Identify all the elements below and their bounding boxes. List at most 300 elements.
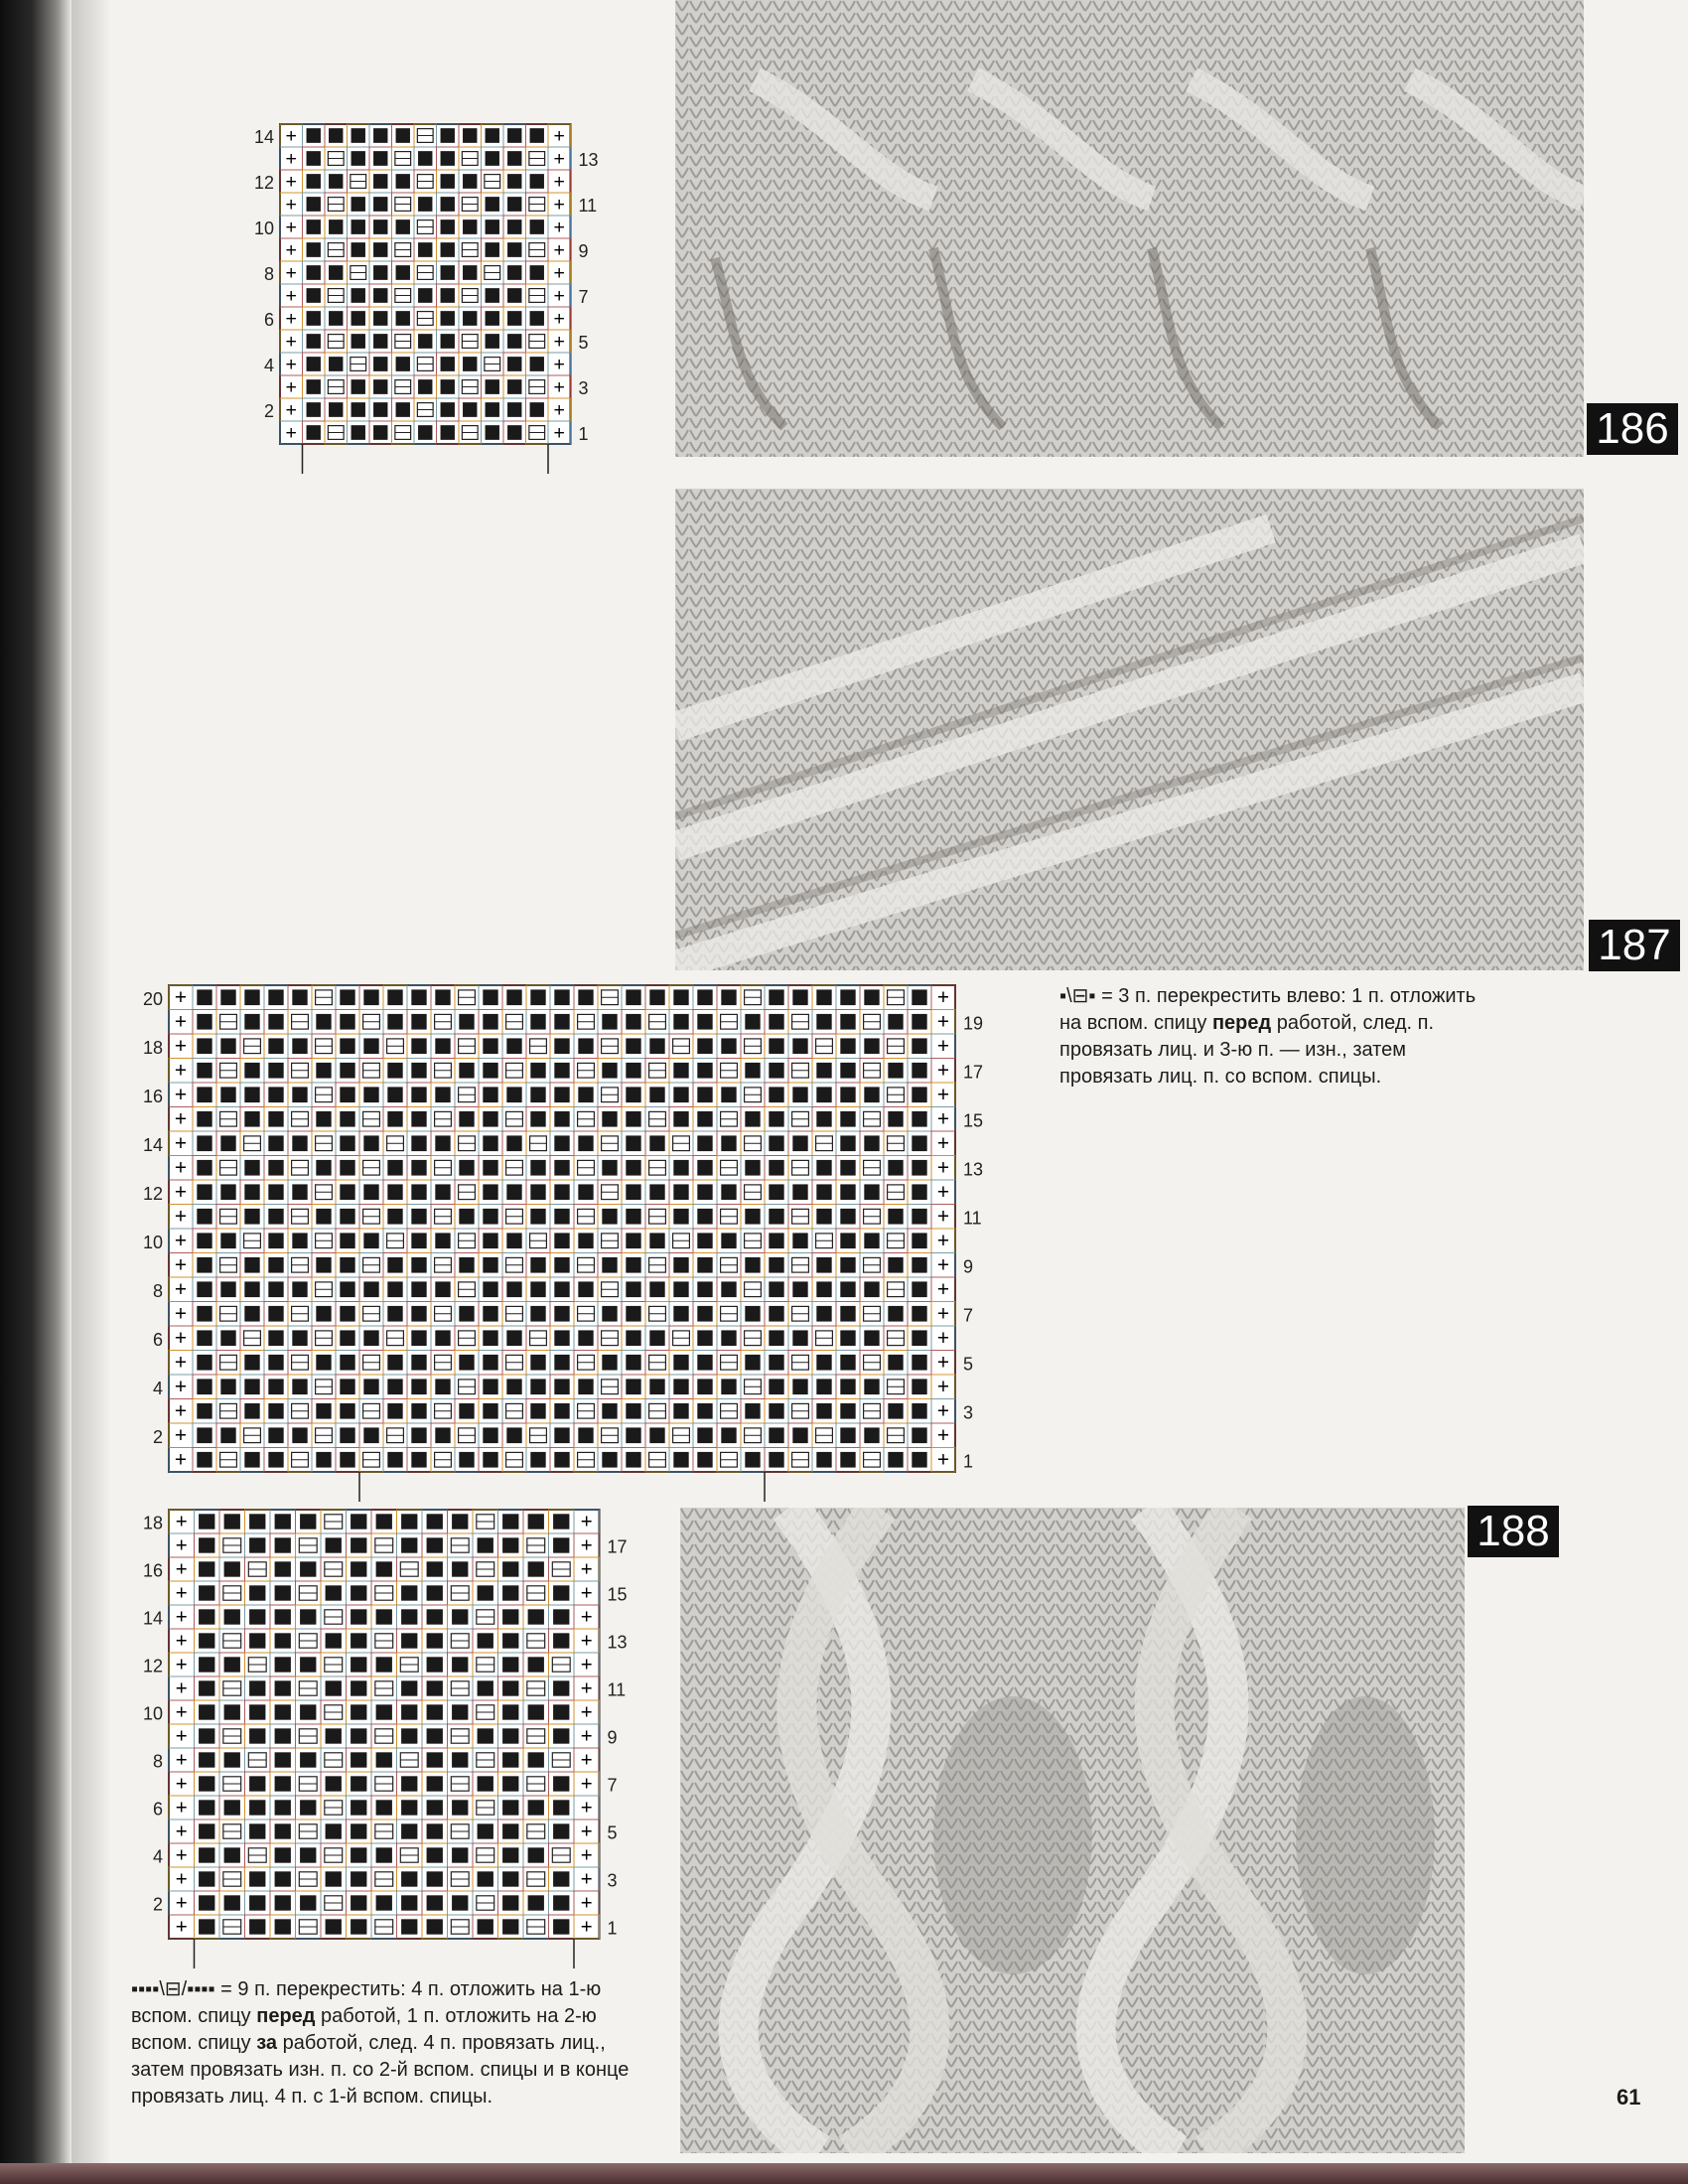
purl-stitch-symbol xyxy=(697,1087,712,1102)
purl-stitch-symbol xyxy=(912,1452,926,1468)
edge-stitch-symbol: + xyxy=(936,1205,950,1229)
purl-stitch-symbol xyxy=(329,174,343,189)
purl-stitch-symbol xyxy=(351,1633,366,1648)
legend-text-188b: работой, 1 п. отложить на 2-ю вспом. спицу xyxy=(131,2005,597,2054)
purl-stitch-symbol xyxy=(649,1427,664,1443)
purl-stitch-symbol xyxy=(435,1087,450,1102)
purl-stitch-symbol xyxy=(427,1847,443,1862)
purl-stitch-symbol xyxy=(502,1704,518,1719)
purl-stitch-symbol xyxy=(220,1330,235,1346)
purl-stitch-symbol xyxy=(745,1111,760,1127)
purl-stitch-symbol xyxy=(249,1585,265,1600)
knit-texture-187 xyxy=(675,489,1584,970)
purl-stitch-symbol xyxy=(769,1184,783,1200)
purl-stitch-symbol xyxy=(483,1087,497,1102)
purl-stitch-symbol xyxy=(316,1063,331,1079)
purl-stitch-symbol xyxy=(483,1111,497,1127)
purl-stitch-symbol xyxy=(199,1537,214,1552)
purl-stitch-symbol xyxy=(888,1160,903,1176)
row-label-left: 4 xyxy=(263,355,274,375)
purl-stitch-symbol xyxy=(411,1452,426,1468)
purl-stitch-symbol xyxy=(864,1427,879,1443)
purl-stitch-symbol xyxy=(483,1379,497,1394)
purl-stitch-symbol xyxy=(352,219,365,234)
purl-stitch-symbol xyxy=(340,989,354,1005)
purl-stitch-symbol xyxy=(840,1379,855,1394)
purl-stitch-symbol xyxy=(275,1537,291,1552)
edge-stitch-symbol: + xyxy=(175,1749,188,1772)
purl-stitch-symbol xyxy=(373,425,387,440)
edge-stitch-symbol: + xyxy=(175,1534,188,1557)
purl-stitch-symbol xyxy=(351,1537,366,1552)
edge-stitch-symbol: + xyxy=(936,1399,950,1423)
edge-stitch-symbol: + xyxy=(936,1181,950,1205)
purl-stitch-symbol xyxy=(411,1257,426,1273)
purl-stitch-symbol xyxy=(326,1728,342,1743)
edge-stitch-symbol: + xyxy=(936,1010,950,1034)
edge-stitch-symbol: + xyxy=(174,1424,188,1448)
purl-stitch-symbol xyxy=(441,379,455,394)
purl-stitch-symbol xyxy=(401,1871,417,1886)
purl-stitch-symbol xyxy=(387,1184,402,1200)
purl-stitch-symbol xyxy=(199,1657,214,1672)
edge-stitch-symbol: + xyxy=(285,193,297,216)
purl-stitch-symbol xyxy=(483,1135,497,1151)
edge-stitch-symbol: + xyxy=(936,1253,950,1277)
edge-stitch-symbol: + xyxy=(553,261,565,284)
purl-stitch-symbol xyxy=(244,1355,259,1371)
purl-stitch-symbol xyxy=(268,1014,283,1030)
purl-stitch-symbol xyxy=(912,1111,926,1127)
edge-stitch-symbol: + xyxy=(174,1302,188,1326)
edge-stitch-symbol: + xyxy=(580,1606,593,1629)
purl-stitch-symbol xyxy=(326,1919,342,1934)
purl-stitch-symbol xyxy=(459,1306,474,1322)
edge-stitch-symbol: + xyxy=(285,124,297,147)
edge-stitch-symbol: + xyxy=(175,1725,188,1748)
purl-stitch-symbol xyxy=(486,242,499,257)
purl-stitch-symbol xyxy=(268,989,283,1005)
purl-stitch-symbol xyxy=(792,1379,807,1394)
purl-stitch-symbol xyxy=(697,1281,712,1297)
purl-stitch-symbol xyxy=(530,402,544,417)
purl-stitch-symbol xyxy=(352,311,365,326)
purl-stitch-symbol xyxy=(307,174,321,189)
purl-stitch-symbol xyxy=(673,1209,688,1225)
purl-stitch-symbol xyxy=(502,1871,518,1886)
purl-stitch-symbol xyxy=(351,1847,366,1862)
purl-stitch-symbol xyxy=(554,1403,569,1419)
purl-stitch-symbol xyxy=(387,1111,402,1127)
purl-stitch-symbol xyxy=(502,1919,518,1934)
purl-stitch-symbol xyxy=(602,1257,617,1273)
legend-bold-188b: за xyxy=(256,2032,278,2054)
purl-stitch-symbol xyxy=(307,288,321,303)
row-label-right: 13 xyxy=(963,1159,984,1180)
purl-stitch-symbol xyxy=(249,1728,265,1743)
edge-stitch-symbol: + xyxy=(936,1448,950,1472)
purl-stitch-symbol xyxy=(352,128,365,143)
purl-stitch-symbol xyxy=(401,1776,417,1791)
purl-stitch-symbol xyxy=(411,1184,426,1200)
purl-stitch-symbol xyxy=(249,1895,265,1910)
purl-stitch-symbol xyxy=(441,265,455,280)
row-label-left: 8 xyxy=(263,263,274,284)
purl-stitch-symbol xyxy=(329,357,343,371)
purl-stitch-symbol xyxy=(626,1355,640,1371)
purl-stitch-symbol xyxy=(553,1537,569,1552)
purl-stitch-symbol xyxy=(502,1752,518,1767)
purl-stitch-symbol xyxy=(530,1379,545,1394)
edge-stitch-symbol: + xyxy=(174,1278,188,1302)
purl-stitch-symbol xyxy=(649,989,664,1005)
purl-stitch-symbol xyxy=(816,1209,831,1225)
purl-stitch-symbol xyxy=(352,288,365,303)
row-label-left: 12 xyxy=(142,1184,163,1205)
chart-186 xyxy=(248,124,626,477)
purl-stitch-symbol xyxy=(316,1111,331,1127)
purl-stitch-symbol xyxy=(553,1514,569,1529)
purl-stitch-symbol xyxy=(275,1847,291,1862)
row-label-right: 11 xyxy=(578,195,598,216)
purl-stitch-symbol xyxy=(373,311,387,326)
purl-stitch-symbol xyxy=(553,1776,569,1791)
purl-stitch-symbol xyxy=(769,1355,783,1371)
purl-stitch-symbol xyxy=(507,425,521,440)
purl-stitch-symbol xyxy=(459,1111,474,1127)
purl-stitch-symbol xyxy=(697,1257,712,1273)
purl-stitch-symbol xyxy=(275,1704,291,1719)
page-number: 61 xyxy=(1617,2085,1641,2110)
purl-stitch-symbol xyxy=(249,1776,265,1791)
purl-stitch-symbol xyxy=(649,1184,664,1200)
row-label-left: 8 xyxy=(152,1751,163,1772)
purl-stitch-symbol xyxy=(792,1087,807,1102)
purl-stitch-symbol xyxy=(816,1087,831,1102)
purl-stitch-symbol xyxy=(502,1847,518,1862)
purl-stitch-symbol xyxy=(418,379,432,394)
purl-stitch-symbol xyxy=(244,1160,259,1176)
purl-stitch-symbol xyxy=(352,197,365,212)
row-label-left: 6 xyxy=(152,1330,163,1351)
purl-stitch-symbol xyxy=(507,219,521,234)
purl-stitch-symbol xyxy=(411,1038,426,1054)
purl-stitch-symbol xyxy=(478,1585,493,1600)
purl-stitch-symbol xyxy=(483,1403,497,1419)
purl-stitch-symbol xyxy=(249,1633,265,1648)
purl-stitch-symbol xyxy=(441,288,455,303)
purl-stitch-symbol xyxy=(244,1281,259,1297)
purl-stitch-symbol xyxy=(387,1355,402,1371)
purl-stitch-symbol xyxy=(602,1111,617,1127)
purl-stitch-symbol xyxy=(396,311,410,326)
purl-stitch-symbol xyxy=(244,1014,259,1030)
purl-stitch-symbol xyxy=(427,1823,443,1838)
purl-stitch-symbol xyxy=(578,1427,593,1443)
edge-stitch-symbol: + xyxy=(580,1582,593,1605)
purl-stitch-symbol xyxy=(199,1704,214,1719)
purl-stitch-symbol xyxy=(840,1257,855,1273)
edge-stitch-symbol: + xyxy=(936,1035,950,1059)
purl-stitch-symbol xyxy=(340,1427,354,1443)
purl-stitch-symbol xyxy=(340,1355,354,1371)
purl-stitch-symbol xyxy=(888,1014,903,1030)
purl-stitch-symbol xyxy=(268,1427,283,1443)
purl-stitch-symbol xyxy=(673,1281,688,1297)
purl-stitch-symbol xyxy=(411,1014,426,1030)
purl-stitch-symbol xyxy=(197,1452,211,1468)
chart-188 xyxy=(139,1510,645,1947)
purl-stitch-symbol xyxy=(292,1135,307,1151)
purl-stitch-symbol xyxy=(401,1633,417,1648)
purl-stitch-symbol xyxy=(249,1704,265,1719)
purl-stitch-symbol xyxy=(197,1209,211,1225)
purl-stitch-symbol xyxy=(626,1184,640,1200)
edge-stitch-symbol: + xyxy=(175,1558,188,1581)
edge-stitch-symbol: + xyxy=(174,1107,188,1131)
purl-stitch-symbol xyxy=(300,1895,316,1910)
purl-stitch-symbol xyxy=(745,1209,760,1225)
purl-stitch-symbol xyxy=(528,1514,544,1529)
purl-stitch-symbol xyxy=(435,1330,450,1346)
row-label-right: 5 xyxy=(578,332,589,353)
purl-stitch-symbol xyxy=(840,1306,855,1322)
purl-stitch-symbol xyxy=(459,1403,474,1419)
purl-stitch-symbol xyxy=(816,1063,831,1079)
purl-stitch-symbol xyxy=(769,1427,783,1443)
purl-stitch-symbol xyxy=(507,151,521,166)
row-label-left: 16 xyxy=(142,1560,163,1581)
edge-stitch-symbol: + xyxy=(174,986,188,1010)
purl-stitch-symbol xyxy=(507,128,521,143)
purl-stitch-symbol xyxy=(373,379,387,394)
purl-stitch-symbol xyxy=(340,1160,354,1176)
purl-stitch-symbol xyxy=(459,1160,474,1176)
edge-stitch-symbol: + xyxy=(553,330,565,353)
purl-stitch-symbol xyxy=(452,1800,468,1815)
purl-stitch-symbol xyxy=(199,1847,214,1862)
purl-stitch-symbol xyxy=(792,989,807,1005)
purl-stitch-symbol xyxy=(351,1514,366,1529)
purl-stitch-symbol xyxy=(506,1233,521,1248)
purl-stitch-symbol xyxy=(602,1014,617,1030)
row-label-right: 17 xyxy=(963,1062,984,1083)
purl-stitch-symbol xyxy=(244,1257,259,1273)
purl-stitch-symbol xyxy=(721,1330,736,1346)
purl-stitch-symbol xyxy=(340,1135,354,1151)
purl-stitch-symbol xyxy=(463,402,477,417)
purl-stitch-symbol xyxy=(268,1111,283,1127)
purl-stitch-symbol xyxy=(554,1038,569,1054)
edge-stitch-symbol: + xyxy=(553,353,565,375)
purl-stitch-symbol xyxy=(244,1379,259,1394)
row-label-right: 9 xyxy=(607,1727,618,1748)
purl-stitch-symbol xyxy=(840,1403,855,1419)
purl-stitch-symbol xyxy=(528,1895,544,1910)
purl-stitch-symbol xyxy=(387,1306,402,1322)
purl-stitch-symbol xyxy=(292,989,307,1005)
purl-stitch-symbol xyxy=(554,1233,569,1248)
purl-stitch-symbol xyxy=(554,1160,569,1176)
purl-stitch-symbol xyxy=(530,1184,545,1200)
purl-stitch-symbol xyxy=(912,1379,926,1394)
purl-stitch-symbol xyxy=(441,174,455,189)
purl-stitch-symbol xyxy=(463,311,477,326)
purl-stitch-symbol xyxy=(697,1355,712,1371)
purl-stitch-symbol xyxy=(554,1014,569,1030)
purl-stitch-symbol xyxy=(745,1160,760,1176)
purl-stitch-symbol xyxy=(530,265,544,280)
purl-stitch-symbol xyxy=(483,1355,497,1371)
purl-stitch-symbol xyxy=(411,1233,426,1248)
purl-stitch-symbol xyxy=(486,128,499,143)
purl-stitch-symbol xyxy=(578,1330,593,1346)
purl-stitch-symbol xyxy=(478,1537,493,1552)
purl-stitch-symbol xyxy=(626,1427,640,1443)
purl-stitch-symbol xyxy=(224,1895,240,1910)
edge-stitch-symbol: + xyxy=(580,1654,593,1676)
purl-stitch-symbol xyxy=(578,1087,593,1102)
purl-stitch-symbol xyxy=(224,1657,240,1672)
purl-stitch-symbol xyxy=(363,1233,378,1248)
purl-stitch-symbol xyxy=(427,1609,443,1624)
purl-stitch-symbol xyxy=(307,128,321,143)
legend-text-188c: работой, след. 4 п. провязать лиц., затем провязать изн. п. со 2-й вспом. спицы и в конце провязать лиц. 4 п. с 1-й вспом. спицы. xyxy=(131,2032,630,2108)
purl-stitch-symbol xyxy=(553,1871,569,1886)
edge-stitch-symbol: + xyxy=(285,398,297,421)
edge-stitch-symbol: + xyxy=(175,1773,188,1796)
purl-stitch-symbol xyxy=(268,1257,283,1273)
purl-stitch-symbol xyxy=(249,1609,265,1624)
edge-stitch-symbol: + xyxy=(936,1424,950,1448)
purl-stitch-symbol xyxy=(268,1063,283,1079)
purl-stitch-symbol xyxy=(220,1427,235,1443)
purl-stitch-symbol xyxy=(530,1452,545,1468)
edge-stitch-symbol: + xyxy=(936,1278,950,1302)
purl-stitch-symbol xyxy=(376,1704,392,1719)
purl-stitch-symbol xyxy=(292,1038,307,1054)
purl-stitch-symbol xyxy=(244,1063,259,1079)
purl-stitch-symbol xyxy=(441,197,455,212)
purl-stitch-symbol xyxy=(268,1087,283,1102)
purl-stitch-symbol xyxy=(840,1135,855,1151)
purl-stitch-symbol xyxy=(199,1609,214,1624)
purl-stitch-symbol xyxy=(352,151,365,166)
purl-stitch-symbol xyxy=(554,1306,569,1322)
purl-stitch-symbol xyxy=(888,1355,903,1371)
chart-grid-svg xyxy=(248,124,650,484)
purl-stitch-symbol xyxy=(530,357,544,371)
purl-stitch-symbol xyxy=(300,1561,316,1576)
purl-stitch-symbol xyxy=(300,1800,316,1815)
edge-stitch-symbol: + xyxy=(175,1654,188,1676)
purl-stitch-symbol xyxy=(649,1038,664,1054)
row-label-right: 3 xyxy=(578,377,589,398)
purl-stitch-symbol xyxy=(387,1403,402,1419)
purl-stitch-symbol xyxy=(329,311,343,326)
purl-stitch-symbol xyxy=(340,1087,354,1102)
purl-stitch-symbol xyxy=(373,334,387,349)
row-label-left: 2 xyxy=(263,400,274,421)
purl-stitch-symbol xyxy=(435,1281,450,1297)
row-label-right: 13 xyxy=(607,1632,628,1653)
purl-stitch-symbol xyxy=(275,1585,291,1600)
purl-stitch-symbol xyxy=(530,311,544,326)
purl-stitch-symbol xyxy=(626,1111,640,1127)
purl-stitch-symbol xyxy=(199,1800,214,1815)
purl-stitch-symbol xyxy=(864,989,879,1005)
purl-stitch-symbol xyxy=(816,1257,831,1273)
purl-stitch-symbol xyxy=(602,1306,617,1322)
purl-stitch-symbol xyxy=(275,1561,291,1576)
purl-stitch-symbol xyxy=(300,1514,316,1529)
edge-stitch-symbol: + xyxy=(175,1582,188,1605)
badge-188: 188 xyxy=(1468,1506,1559,1557)
purl-stitch-symbol xyxy=(329,402,343,417)
purl-stitch-symbol xyxy=(673,1355,688,1371)
purl-stitch-symbol xyxy=(452,1847,468,1862)
purl-stitch-symbol xyxy=(351,1895,366,1910)
purl-stitch-symbol xyxy=(673,1184,688,1200)
purl-stitch-symbol xyxy=(626,1306,640,1322)
purl-stitch-symbol xyxy=(197,1184,211,1200)
purl-stitch-symbol xyxy=(351,1657,366,1672)
purl-stitch-symbol xyxy=(307,197,321,212)
purl-stitch-symbol xyxy=(530,1281,545,1297)
purl-stitch-symbol xyxy=(530,174,544,189)
purl-stitch-symbol xyxy=(506,1038,521,1054)
purl-stitch-symbol xyxy=(292,1330,307,1346)
photo-186 xyxy=(675,0,1584,457)
purl-stitch-symbol xyxy=(224,1847,240,1862)
purl-stitch-symbol xyxy=(578,1379,593,1394)
purl-stitch-symbol xyxy=(697,1427,712,1443)
purl-stitch-symbol xyxy=(307,151,321,166)
purl-stitch-symbol xyxy=(888,1063,903,1079)
purl-stitch-symbol xyxy=(411,1209,426,1225)
purl-stitch-symbol xyxy=(483,1427,497,1443)
purl-stitch-symbol xyxy=(478,1728,493,1743)
purl-stitch-symbol xyxy=(244,1184,259,1200)
purl-stitch-symbol xyxy=(483,1330,497,1346)
purl-stitch-symbol xyxy=(553,1680,569,1695)
purl-stitch-symbol xyxy=(553,1728,569,1743)
edge-stitch-symbol: + xyxy=(580,1677,593,1700)
purl-stitch-symbol xyxy=(486,425,499,440)
purl-stitch-symbol xyxy=(502,1585,518,1600)
purl-stitch-symbol xyxy=(411,1160,426,1176)
purl-stitch-symbol xyxy=(912,1087,926,1102)
purl-stitch-symbol xyxy=(626,1452,640,1468)
purl-stitch-symbol xyxy=(769,1087,783,1102)
purl-stitch-symbol xyxy=(300,1752,316,1767)
purl-stitch-symbol xyxy=(626,1087,640,1102)
edge-stitch-symbol: + xyxy=(553,307,565,330)
purl-stitch-symbol xyxy=(502,1537,518,1552)
purl-stitch-symbol xyxy=(224,1752,240,1767)
purl-stitch-symbol xyxy=(199,1895,214,1910)
purl-stitch-symbol xyxy=(912,1281,926,1297)
purl-stitch-symbol xyxy=(224,1514,240,1529)
row-label-right: 15 xyxy=(607,1584,628,1605)
purl-stitch-symbol xyxy=(275,1609,291,1624)
row-label-right: 9 xyxy=(963,1256,974,1277)
knit-texture-186 xyxy=(675,0,1584,457)
purl-stitch-symbol xyxy=(697,1452,712,1468)
purl-stitch-symbol xyxy=(792,1233,807,1248)
purl-stitch-symbol xyxy=(553,1609,569,1624)
row-label-right: 11 xyxy=(607,1679,627,1700)
